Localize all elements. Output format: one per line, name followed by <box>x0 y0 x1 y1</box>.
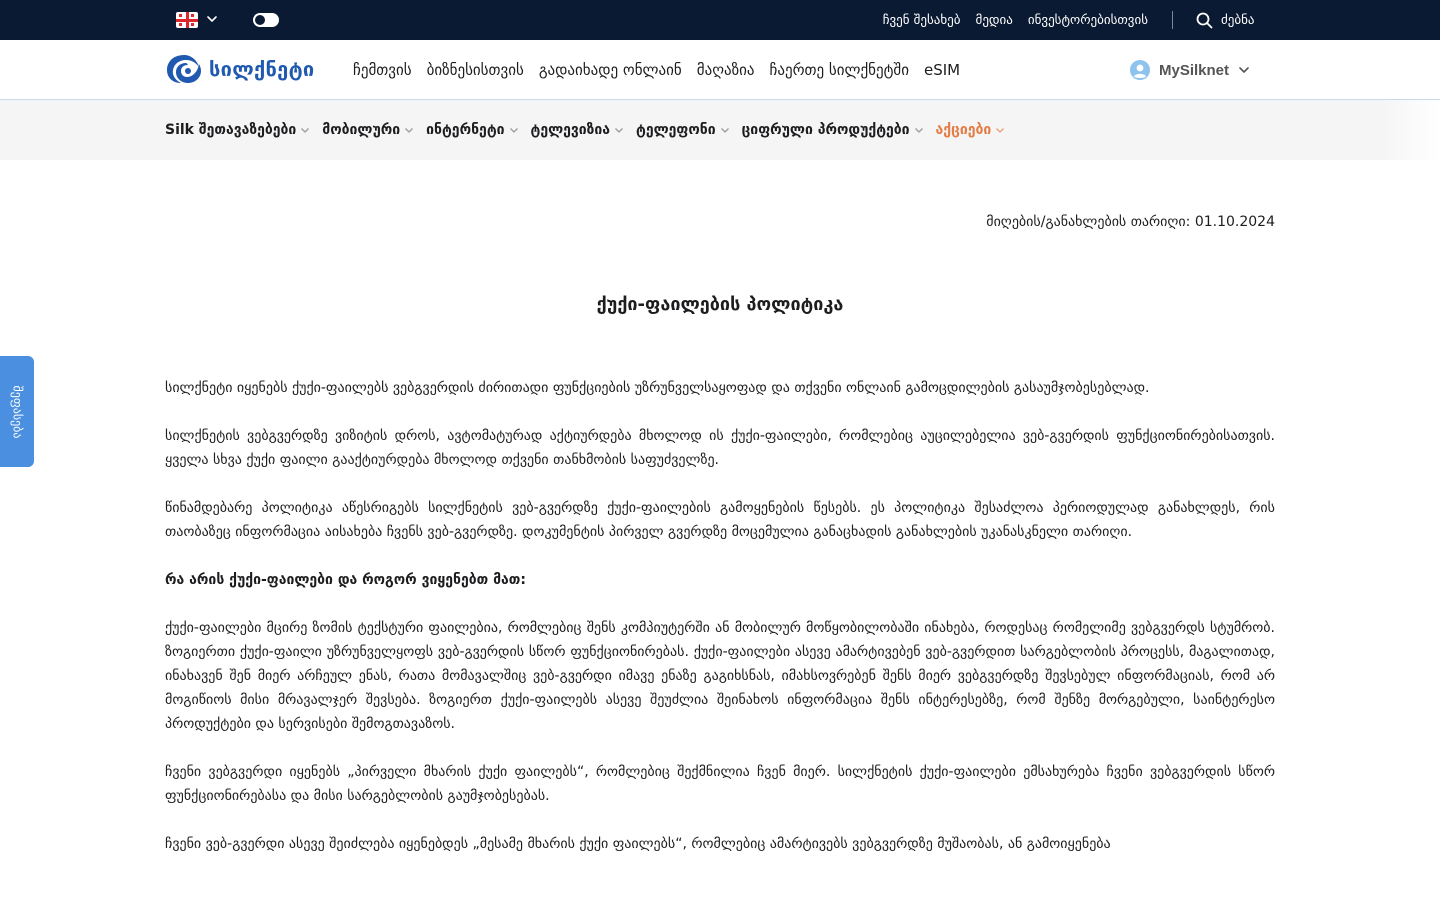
logo[interactable] <box>165 53 314 85</box>
nav-fade <box>1380 100 1440 160</box>
search-label: ძებნა <box>1221 12 1255 28</box>
category-tv[interactable] <box>531 122 625 138</box>
category-mobile[interactable] <box>322 122 414 138</box>
paragraph: ჩვენი ვებგვერდი იყენებს „პირველი მხარის ქუქი ფაილებს“, რომლებიც შექმნილია ჩვენ მიერ. სილქნეტის ქუქი-ფაილები ემსახურება ჩვენი ვებგვერდის სწორ ფუნქციონირებასა და მისი სარგებლობის გაუმჯობესებას. <box>165 764 1275 804</box>
user-avatar-icon <box>1130 60 1150 80</box>
category-label: ინტერნეტი <box>426 122 505 138</box>
paragraph: სილქნეტის ვებგვერდზე ვიზიტის დროს, ავტომატურად აქტიურდება მხოლოდ ის ქუქი-ფაილები, რომლებიც აუცილებელია ვებ-გვერდის ფუნქციონირებისათვის. ყველა სხვა ქუქი ფაილი გააქტიურდება მხოლოდ თქვენი თანხმობის საფუძველზე. <box>165 428 1275 468</box>
my-silknet-button[interactable] <box>1130 40 1250 100</box>
category-internet[interactable] <box>426 122 518 138</box>
top-divider <box>1172 11 1173 29</box>
category-label: ტელეფონი <box>636 122 716 138</box>
policy-content <box>165 376 1275 880</box>
chevron-down-icon <box>914 125 924 135</box>
section-heading: რა არის ქუქი-ფაილები და როგორ ვიყენებთ მათ: <box>165 572 526 588</box>
feedback-tab[interactable] <box>0 356 34 467</box>
page-title: ქუქი-ფაილების პოლიტიკა <box>596 294 844 315</box>
category-promotions[interactable] <box>936 122 1006 138</box>
theme-toggle[interactable] <box>253 13 279 27</box>
nav-item-business[interactable]: ბიზნესისთვის <box>426 61 524 79</box>
feedback-label: შეფასება <box>10 385 24 438</box>
top-link-media[interactable]: მედია <box>975 12 1013 28</box>
georgia-flag-icon[interactable] <box>176 12 198 28</box>
category-label: Silk შეთავაზებები <box>165 122 297 138</box>
category-nav <box>0 100 1440 160</box>
paragraph: წინამდებარე პოლიტიკა აწესრიგებს სილქნეტის ვებ-გვერდზე ქუქი-ფაილების გამოყენების წესებს. ეს პოლიტიკა შესაძლოა პერიოდულად განახლდეს, რის თაობაზეც ინფორმაცია აისახება ჩვენს ვებ-გვერდზე. დოკუმენტის პირველ გვერდზე მოცემულია განაცხადის განახლების უკანასკნელი თარიღი. <box>165 500 1275 540</box>
paragraph: სილქნეტი იყენებს ქუქი-ფაილებს ვებგვერდის ძირითადი ფუნქციების უზრუნველსაყოფად და თქვენი ონლაინ გამოცდილების გასაუმჯობესებლად. <box>165 380 1150 396</box>
category-label: მობილური <box>322 122 401 138</box>
chevron-down-icon <box>300 125 310 135</box>
top-links <box>883 0 1148 40</box>
category-label: ტელევიზია <box>530 122 611 138</box>
my-silknet-label: MySilknet <box>1159 61 1230 79</box>
paragraph: ქუქი-ფაილები მცირე ზომის ტექსტური ფაილებია, რომლებიც შენს კომპიუტერში ან მობილურ მოწყობილობაში ინახება, როდესაც რომელიმე ვებგვერდს სტუმრობ. ზოგიერთი ქუქი-ფაილი უზრუნველყოფს ვებ-გვერდის სწორ ფუნქციონირებას. ქუქი-ფაილები ასევე ამარტივებენ ვებ-გვერდით სარგებლობის პროცესს, მაგალითად, ინახავენ შენ მიერ არჩეულ ენას, რათა მომავალშიც ვებ-გვერდი იმავე ენაზე გაგიხსნას, იმახსოვრებენ შენს მიერ ვებგვერდზე შევსებულ ინფორმაციას, რომ არ მოგიწიოს მისი მრავალჯერ შევსება. ზოგიერთ ქუქი-ფაილებს ასევე შეუძლია შეინახოს ინფორმაცია შენს ინტერესებზე, რომ შენზე მორგებული, საინტერესო პროდუქტები და სერვისები შემოგთავაზოს. <box>165 620 1275 732</box>
category-phone[interactable] <box>636 122 730 138</box>
category-label: აქციები <box>935 122 992 138</box>
chevron-down-icon <box>509 125 519 135</box>
category-silk-offers[interactable] <box>165 122 310 138</box>
nav-item-join[interactable]: ჩაერთე სილქნეტში <box>769 61 909 79</box>
search-icon <box>1196 12 1213 29</box>
nav-item-esim[interactable]: eSIM <box>923 61 961 79</box>
top-link-about[interactable]: ჩვენ შესახებ <box>882 12 961 28</box>
chevron-down-icon[interactable] <box>206 13 218 25</box>
main-nav <box>353 40 960 100</box>
chevron-down-icon <box>1238 64 1250 76</box>
paragraph: ჩვენი ვებ-გვერდი ასევე შეიძლება იყენებდეს „მესამე მხარის ქუქი ფაილებს“, რომლებიც ამარტივებს ვებგვერდზე მუშაობას, ან გამოიყენება <box>165 836 1111 852</box>
chevron-down-icon <box>995 125 1005 135</box>
top-link-investors[interactable]: ინვესტორებისთვის <box>1027 12 1148 28</box>
nav-item-pay-online[interactable]: გადაიხადე ონლაინ <box>538 61 682 79</box>
updated-date: მიღების/განახლების თარიღი: 01.10.2024 <box>986 214 1275 230</box>
nav-item-personal[interactable]: ჩემთვის <box>353 61 412 79</box>
logo-text: სილქნეტი <box>209 57 315 81</box>
nav-item-shop[interactable]: მაღაზია <box>696 61 755 79</box>
silknet-logo-icon <box>165 53 203 85</box>
chevron-down-icon <box>404 125 414 135</box>
category-label: ციფრული პროდუქტები <box>741 122 910 138</box>
top-bar <box>0 0 1440 40</box>
search-button[interactable] <box>1196 0 1255 40</box>
main-header <box>0 40 1440 100</box>
chevron-down-icon <box>720 125 730 135</box>
category-digital-products[interactable] <box>742 122 924 138</box>
chevron-down-icon <box>614 125 624 135</box>
